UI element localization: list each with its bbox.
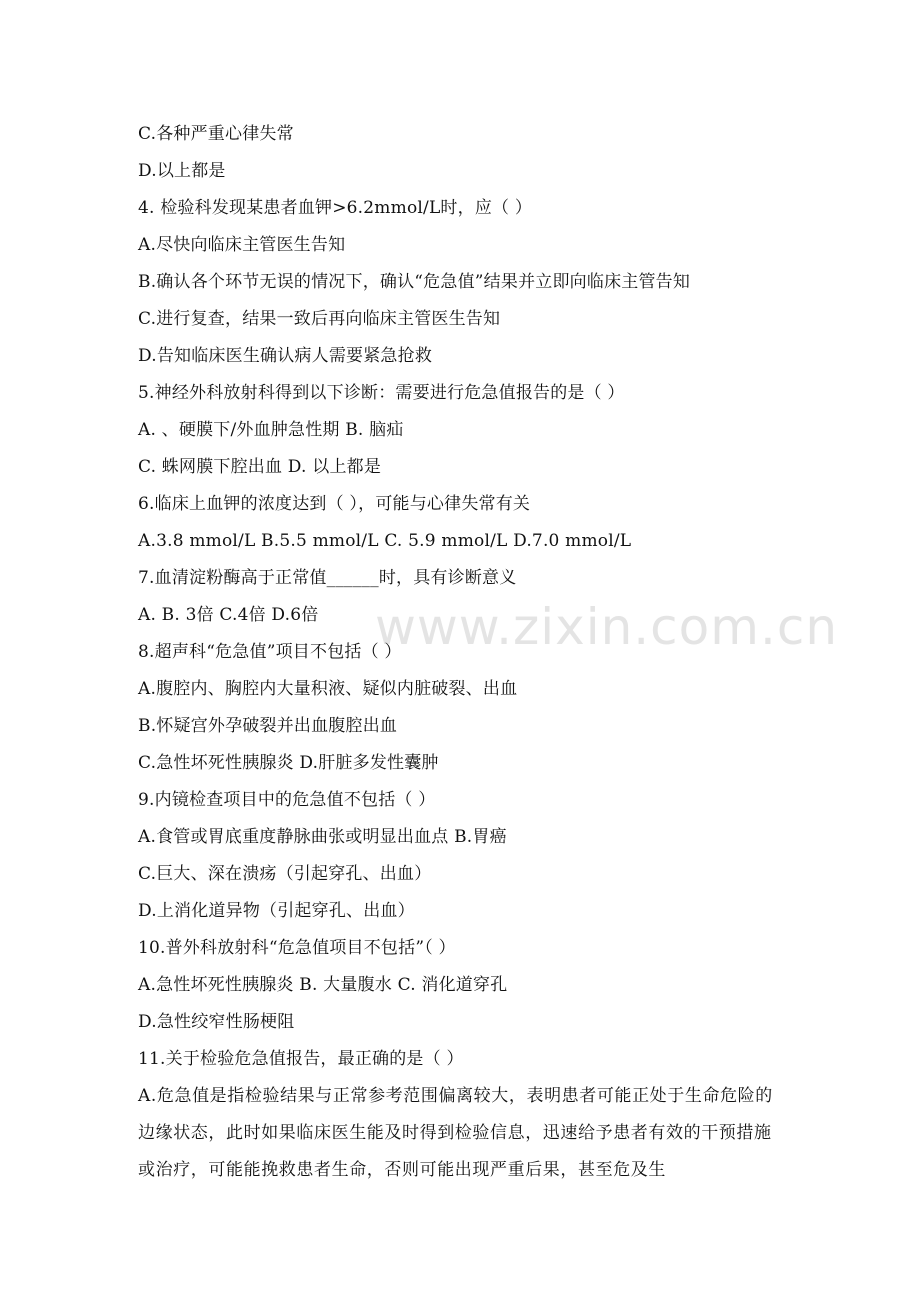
question-5: 5.神经外科放射科得到以下诊断：需要进行危急值报告的是（ ）: [138, 383, 625, 403]
text-line: C. 蛛网膜下腔出血 D. 以上都是: [138, 457, 382, 477]
text-line: A. 、硬膜下/外血肿急性期 B. 脑疝: [138, 420, 404, 440]
watermark: www.zixin.com.cn: [375, 598, 839, 656]
text-line: A.尽快向临床主管医生告知: [138, 235, 346, 255]
text-line: B.怀疑宫外孕破裂并出血腹腔出血: [138, 716, 398, 736]
question-9: 9.内镜检查项目中的危急值不包括（ ）: [138, 790, 436, 810]
question-6: 6.临床上血钾的浓度达到（ ），可能与心律失常有关: [138, 494, 531, 514]
text-line: A.食管或胃底重度静脉曲张或明显出血点 B.胃癌: [138, 827, 507, 847]
text-line: D.上消化道异物（引起穿孔、出血）: [138, 901, 415, 921]
question-4: 4. 检验科发现某患者血钾>6.2mmol/L时，应（ ）: [138, 198, 533, 218]
text-line: D.告知临床医生确认病人需要紧急抢救: [138, 346, 433, 366]
text-line: C.巨大、深在溃疡（引起穿孔、出血）: [138, 864, 432, 884]
text-line: A.急性坏死性胰腺炎 B. 大量腹水 C. 消化道穿孔: [138, 975, 508, 995]
text-line: A.3.8 mmol/L B.5.5 mmol/L C. 5.9 mmol/L D.7.0 mmol/L: [138, 531, 632, 551]
text-line: C.进行复查，结果一致后再向临床主管医生告知: [138, 309, 501, 329]
text-line: D.以上都是: [138, 161, 226, 181]
answer-paragraph: A.危急值是指检验结果与正常参考范围偏离较大，表明患者可能正处于生命危险的边缘状态，此时如果临床医生能及时得到检验信息，迅速给予患者有效的干预措施或治疗，可能能挽救患者生命，否则可能出现严重后果，甚至危及生: [138, 1086, 773, 1180]
text-line: A. B. 3倍 C.4倍 D.6倍: [138, 605, 319, 625]
question-8: 8.超声科“危急值”项目不包括（ ）: [138, 642, 402, 662]
text-line: B.确认各个环节无误的情况下，确认“危急值”结果并立即向临床主管告知: [138, 272, 691, 292]
text-line: C.急性坏死性胰腺炎 D.肝脏多发性囊肿: [138, 753, 439, 773]
question-7: 7.血清淀粉酶高于正常值______时，具有诊断意义: [138, 568, 517, 588]
text-line: A.腹腔内、胸腔内大量积液、疑似内脏破裂、出血: [138, 679, 518, 699]
document-body: [138, 116, 780, 1189]
text-line: C.各种严重心律失常: [138, 124, 294, 144]
text-line: D.急性绞窄性肠梗阻: [138, 1012, 295, 1032]
question-11: 11.关于检验危急值报告，最正确的是（ ）: [138, 1049, 464, 1069]
question-10: 10.普外科放射科“危急值项目不包括”（ ）: [138, 938, 456, 958]
